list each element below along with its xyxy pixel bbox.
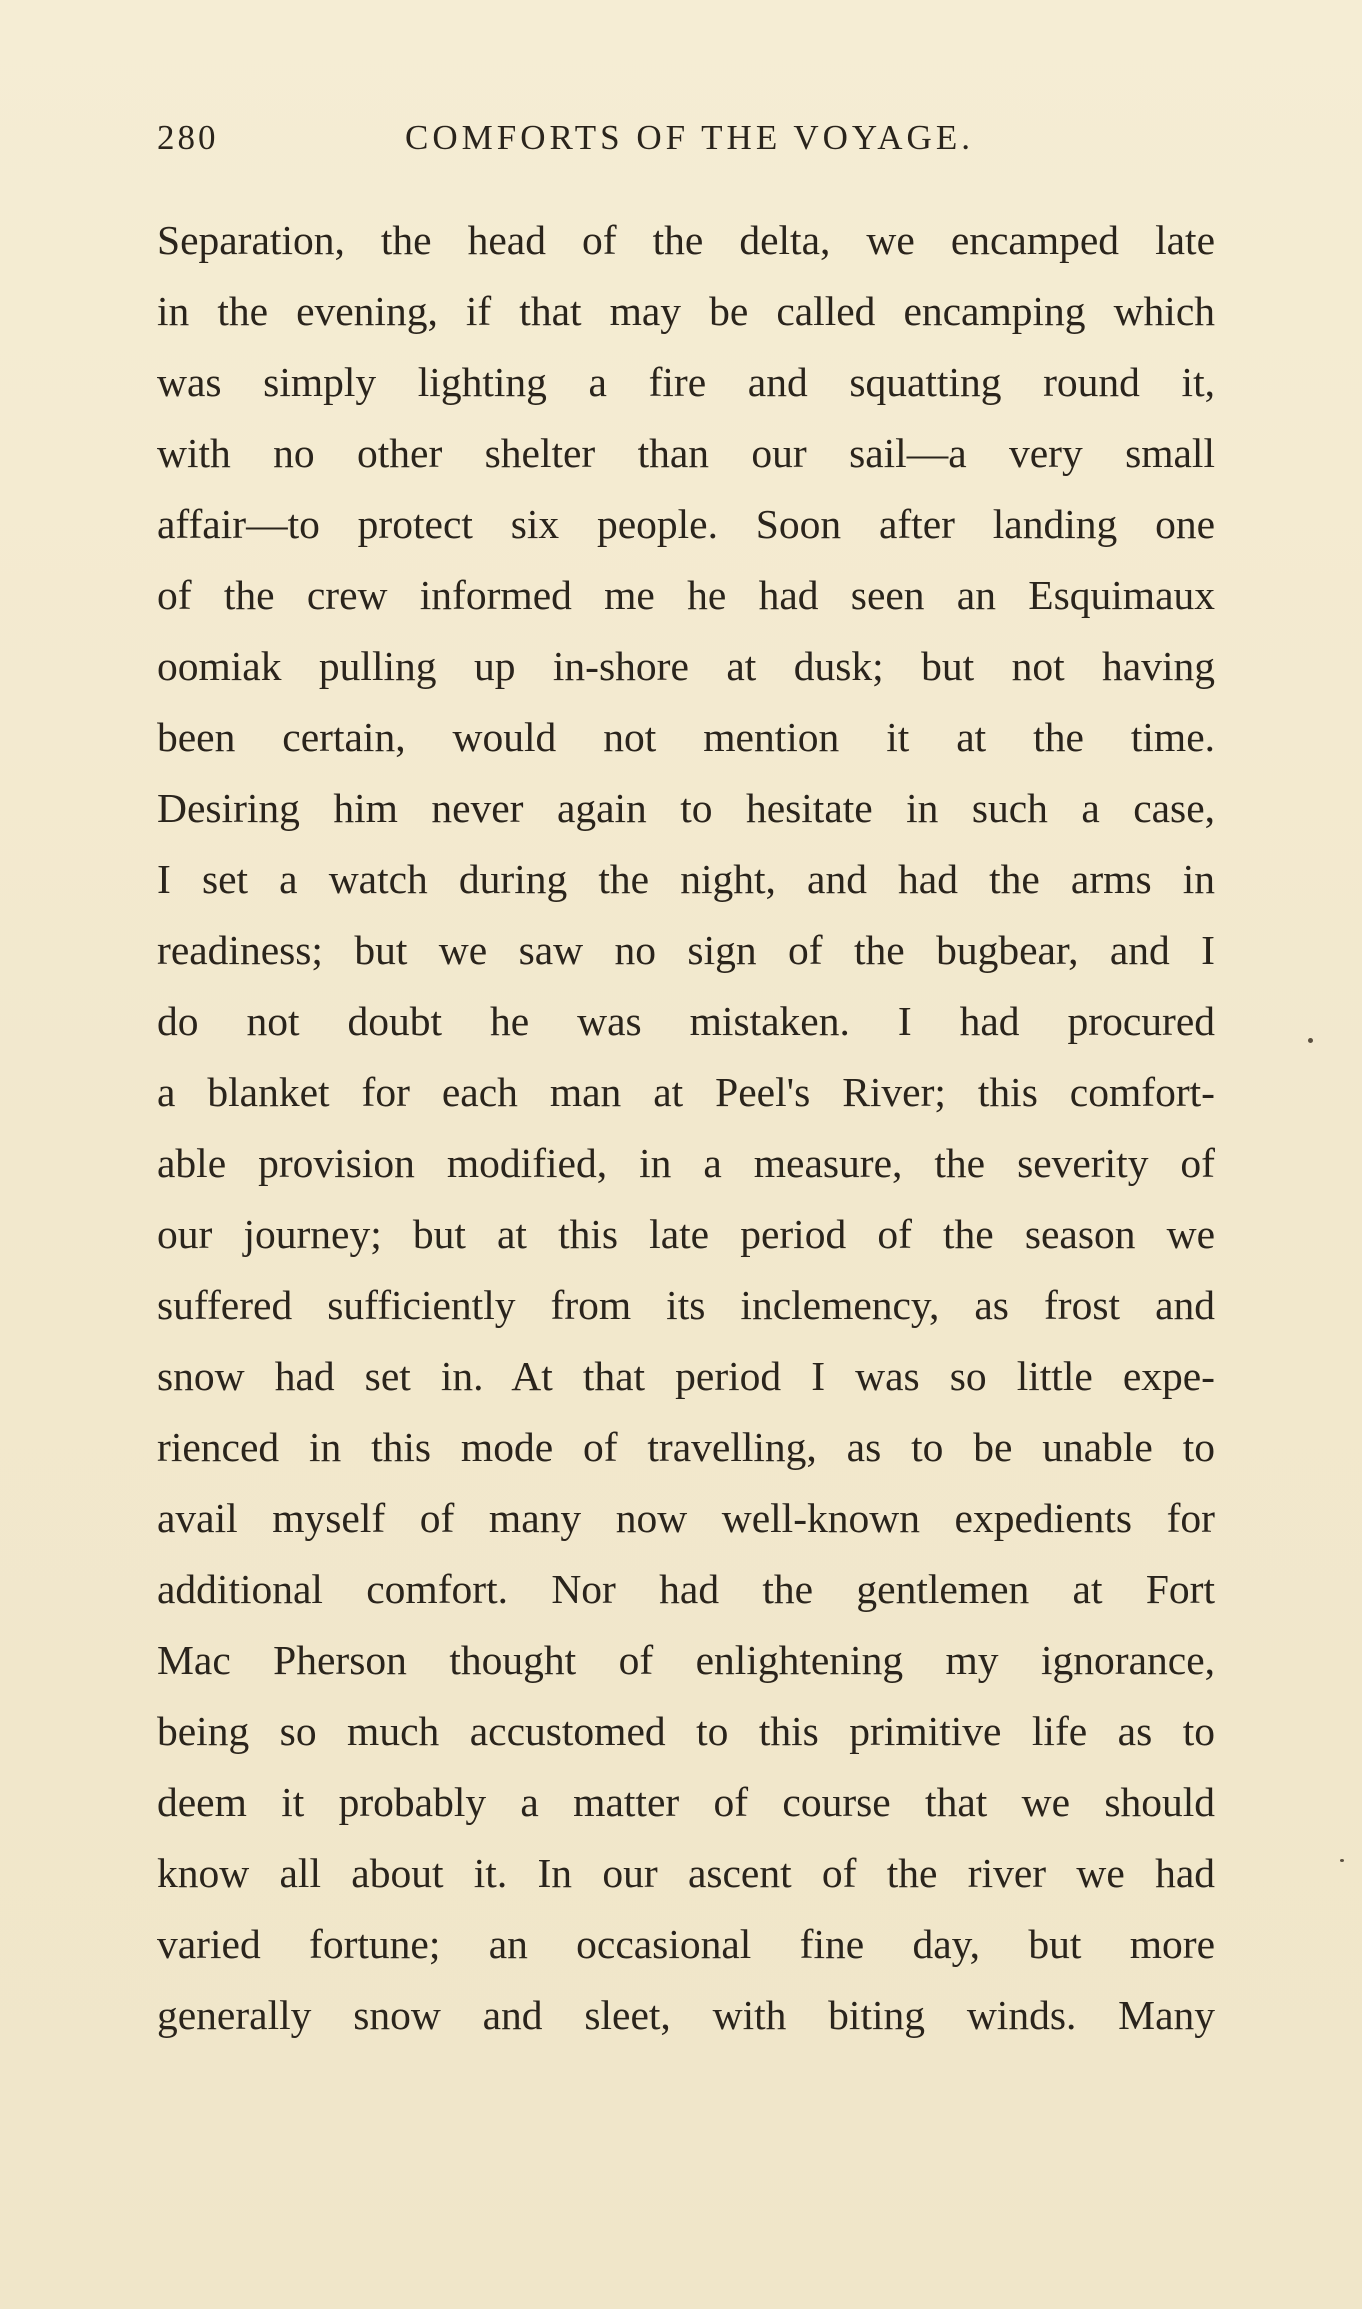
ink-speck (1308, 1038, 1313, 1043)
text-line: suffered sufficiently from its inclemency, as frost and (157, 1282, 1215, 1328)
page-number: 280 (157, 118, 219, 157)
text-line: Mac Pherson thought of enlightening my ignorance, (157, 1637, 1215, 1683)
text-line: know all about it. In our ascent of the river we had (157, 1850, 1215, 1896)
text-line: our journey; but at this late period of the season we (157, 1211, 1215, 1257)
text-line: I set a watch during the night, and had the arms in (157, 856, 1215, 902)
text-line: in the evening, if that may be called encamping which (157, 288, 1215, 334)
text-line: generally snow and sleet, with biting winds. Many (157, 1992, 1215, 2038)
ink-speck (1340, 1859, 1344, 1862)
text-line: Separation, the head of the delta, we encamped late (157, 217, 1215, 263)
text-line: oomiak pulling up in-shore at dusk; but not having (157, 643, 1215, 689)
text-line: able provision modified, in a measure, the severity of (157, 1140, 1215, 1186)
running-title: COMFORTS OF THE VOYAGE. (405, 118, 974, 157)
text-line: rienced in this mode of travelling, as to be unable to (157, 1424, 1215, 1470)
text-line: snow had set in. At that period I was so little expe- (157, 1353, 1215, 1399)
text-line: additional comfort. Nor had the gentlemen at Fort (157, 1566, 1215, 1612)
text-line: been certain, would not mention it at the time. (157, 714, 1215, 760)
text-line: being so much accustomed to this primitive life as to (157, 1708, 1215, 1754)
text-line: varied fortune; an occasional fine day, but more (157, 1921, 1215, 1967)
text-line: Desiring him never again to hesitate in such a case, (157, 785, 1215, 831)
text-line: affair—to protect six people. Soon after landing one (157, 501, 1215, 547)
text-line: with no other shelter than our sail—a very small (157, 430, 1215, 476)
text-line: avail myself of many now well-known expedients for (157, 1495, 1215, 1541)
text-line: deem it probably a matter of course that we should (157, 1779, 1215, 1825)
text-line: a blanket for each man at Peel's River; this comfort- (157, 1069, 1215, 1115)
text-line: was simply lighting a fire and squatting round it, (157, 359, 1215, 405)
text-line: readiness; but we saw no sign of the bugbear, and I (157, 927, 1215, 973)
text-line: of the crew informed me he had seen an Esquimaux (157, 572, 1215, 618)
running-head (157, 118, 1215, 166)
body-text (157, 205, 1215, 2051)
text-line: do not doubt he was mistaken. I had procured (157, 998, 1215, 1044)
